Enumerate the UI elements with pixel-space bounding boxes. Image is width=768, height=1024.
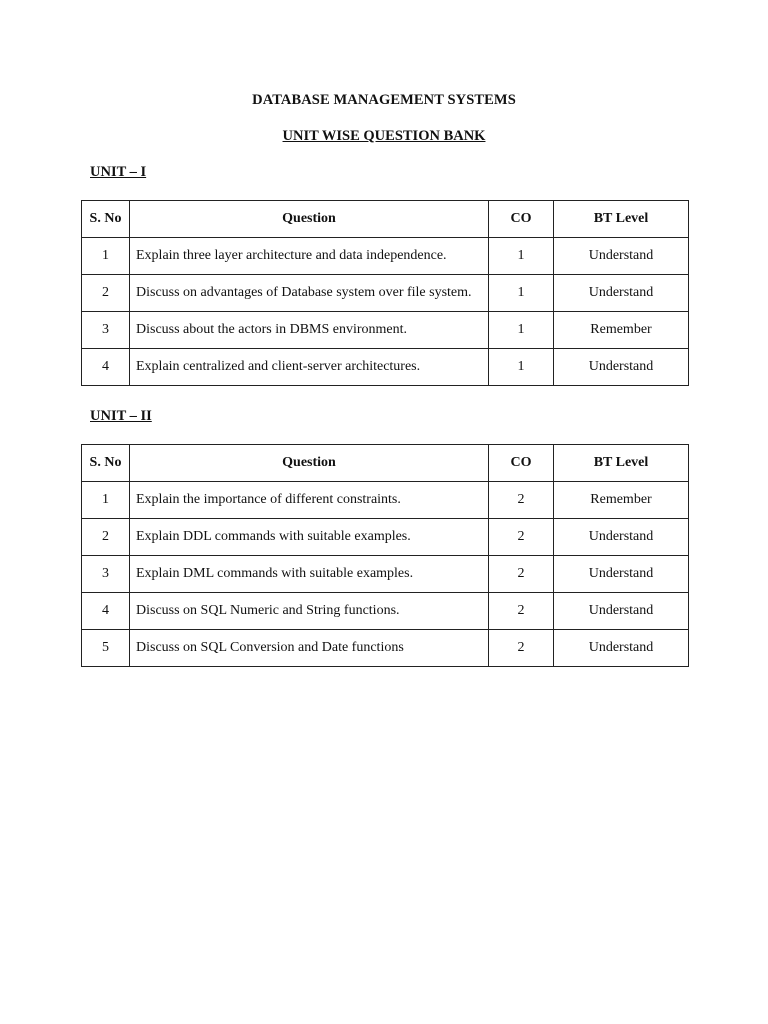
- cell-co: 2: [489, 630, 554, 667]
- table-row: [82, 349, 689, 386]
- cell-question: Discuss on SQL Conversion and Date functions: [130, 630, 489, 667]
- unit-1-question-table: [81, 200, 689, 386]
- cell-sno: 3: [82, 312, 130, 349]
- header-sno: S. No: [82, 201, 130, 238]
- cell-question: Discuss about the actors in DBMS environment.: [130, 312, 489, 349]
- cell-co: 1: [489, 349, 554, 386]
- cell-bt-level: Understand: [554, 593, 689, 630]
- cell-question: Explain DML commands with suitable examples.: [130, 556, 489, 593]
- cell-bt-level: Remember: [554, 312, 689, 349]
- table-header-row: [82, 445, 689, 482]
- cell-question: Discuss on advantages of Database system over file system.: [130, 275, 489, 312]
- cell-question: Explain three layer architecture and data independence.: [130, 238, 489, 275]
- cell-sno: 5: [82, 630, 130, 667]
- cell-question: Discuss on SQL Numeric and String functions.: [130, 593, 489, 630]
- cell-co: 2: [489, 482, 554, 519]
- cell-bt-level: Understand: [554, 556, 689, 593]
- table-row: [82, 593, 689, 630]
- cell-co: 1: [489, 312, 554, 349]
- table-row: [82, 275, 689, 312]
- cell-sno: 1: [82, 482, 130, 519]
- table-row: [82, 519, 689, 556]
- cell-co: 1: [489, 275, 554, 312]
- cell-bt-level: Remember: [554, 482, 689, 519]
- header-sno: S. No: [82, 445, 130, 482]
- cell-question: Explain DDL commands with suitable examples.: [130, 519, 489, 556]
- cell-question: Explain centralized and client-server architectures.: [130, 349, 489, 386]
- cell-co: 2: [489, 519, 554, 556]
- table-header-row: [82, 201, 689, 238]
- unit-2-question-table: [81, 444, 689, 667]
- cell-bt-level: Understand: [554, 275, 689, 312]
- header-question: Question: [130, 201, 489, 238]
- cell-bt-level: Understand: [554, 519, 689, 556]
- header-question: Question: [130, 445, 489, 482]
- header-co: CO: [489, 445, 554, 482]
- header-bt-level: BT Level: [554, 445, 689, 482]
- header-co: CO: [489, 201, 554, 238]
- cell-bt-level: Understand: [554, 349, 689, 386]
- table-row: [82, 312, 689, 349]
- cell-sno: 4: [82, 593, 130, 630]
- table-row: [82, 630, 689, 667]
- cell-bt-level: Understand: [554, 630, 689, 667]
- document-subtitle: UNIT WISE QUESTION BANK: [282, 128, 486, 144]
- document-title: DATABASE MANAGEMENT SYSTEMS: [252, 92, 516, 108]
- cell-bt-level: Understand: [554, 238, 689, 275]
- header-bt-level: BT Level: [554, 201, 689, 238]
- table-row: [82, 556, 689, 593]
- cell-sno: 2: [82, 275, 130, 312]
- unit-2-heading: UNIT – II: [90, 408, 152, 424]
- cell-co: 1: [489, 238, 554, 275]
- cell-sno: 4: [82, 349, 130, 386]
- table-row: [82, 238, 689, 275]
- cell-sno: 2: [82, 519, 130, 556]
- cell-co: 2: [489, 556, 554, 593]
- cell-sno: 3: [82, 556, 130, 593]
- cell-sno: 1: [82, 238, 130, 275]
- cell-co: 2: [489, 593, 554, 630]
- table-row: [82, 482, 689, 519]
- cell-question: Explain the importance of different constraints.: [130, 482, 489, 519]
- unit-1-heading: UNIT – I: [90, 164, 147, 180]
